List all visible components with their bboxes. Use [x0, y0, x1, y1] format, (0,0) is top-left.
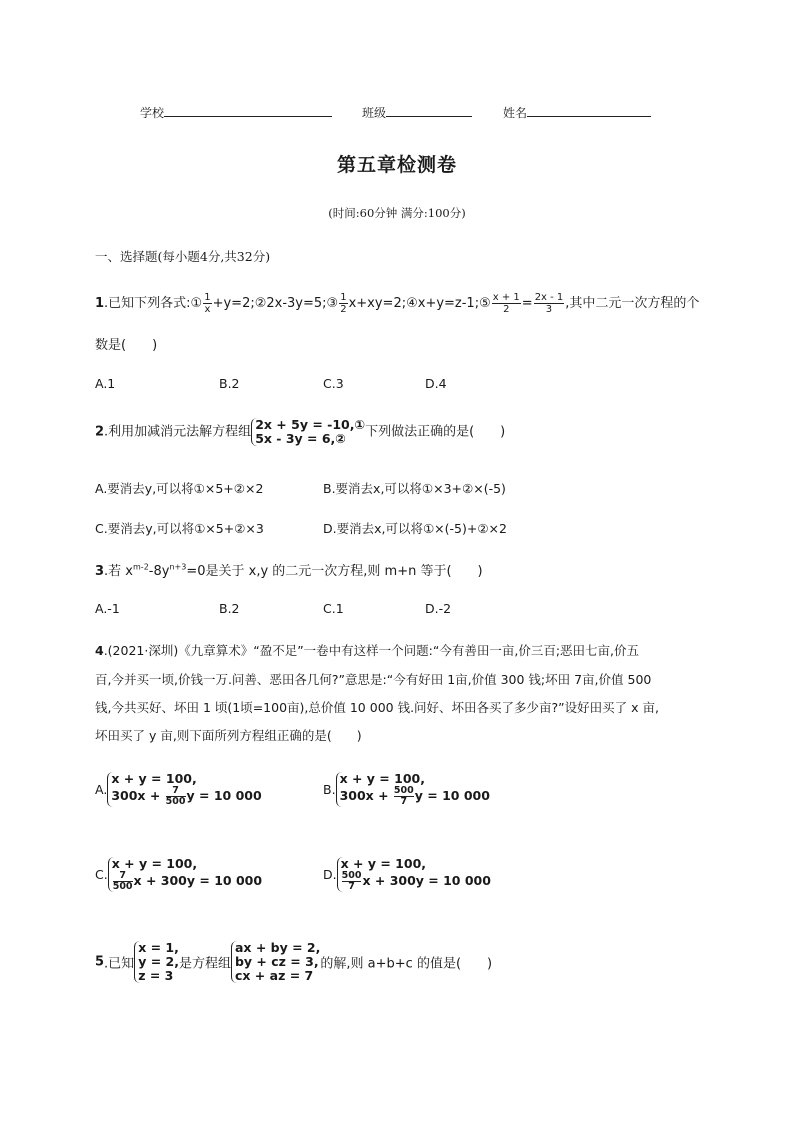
- option-c[interactable]: C.1: [323, 601, 344, 616]
- page-title: 第五章检测卷: [336, 154, 457, 176]
- option-d[interactable]: D.-2: [425, 601, 452, 616]
- option-a[interactable]: A.要消去y,可以将①×5+②×2: [95, 481, 264, 496]
- question-2: 2.利用加减消元法解方程组 2x + 5y = -10,① 5x - 3y = 6,② 下列做法正确的是( ): [95, 417, 506, 446]
- option-c[interactable]: C. x + y = 100, $\frac{7}{500}$ x + 300y = 10 000: [95, 856, 263, 892]
- question-number: 2: [95, 424, 105, 440]
- question-number: 3: [95, 564, 105, 579]
- question-1-line2: 数是( ): [95, 338, 158, 353]
- fraction: $\frac{x + 1}{2}$: [492, 292, 520, 315]
- option-d[interactable]: D. x + y = 100, $\frac{500}{7}$ x + 300y = 10 000: [323, 856, 491, 892]
- question-4-line3: 钱,今共买好、坏田 1 顷(1顷=100亩),总价值 10 000 钱.问好、坏田各买了多少亩?”设好田买了 x 亩,: [95, 700, 659, 715]
- equation-system: 2x + 5y = -10,① 5x - 3y = 6,②: [251, 418, 365, 446]
- question-3: 3.若 $x^{m-2}-8y^{n+3}=0$是关于 x,y 的二元一次方程,则 m+n 等于( ): [95, 562, 483, 579]
- fraction: $\frac{1}{x}$: [204, 292, 211, 315]
- option-a[interactable]: A. x + y = 100, 300x + $\frac{7}{500}$ y = 10 000: [95, 771, 262, 807]
- school-blank[interactable]: [164, 103, 332, 117]
- name-blank[interactable]: [527, 103, 651, 117]
- option-d[interactable]: D.4: [425, 376, 447, 391]
- option-b[interactable]: B.2: [219, 601, 240, 616]
- fraction: $\frac{2x - 1}{3}$: [534, 292, 564, 315]
- option-c[interactable]: C.要消去y,可以将①×5+②×3: [95, 521, 264, 536]
- question-4-line1: 4.(2021·深圳)《九章算术》“盈不足”一卷中有这样一个问题:“今有善田一亩,价三百;恶田七亩,价五: [95, 643, 640, 658]
- name-field[interactable]: [503, 103, 651, 121]
- option-a[interactable]: A.-1: [95, 601, 120, 616]
- option-b[interactable]: B.2: [219, 376, 240, 391]
- class-blank[interactable]: [386, 103, 472, 117]
- question-4-line2: 百,今并买一顷,价钱一万.问善、恶田各几何?”意思是:“今有好田 1亩,价值 300 钱;坏田 7亩,价值 500: [95, 672, 652, 687]
- school-label: 学校: [140, 106, 165, 120]
- question-1-line1: 1.已知下列各式:① $\frac{1}{x}$ +y=2;②2x-3y=5;③ $\frac{1}{2}$ x+xy=2;④x+y=z-1;⑤ $\frac{x + 1}{2}$ = $\frac{2x - 1}{3}$ ,其中二元一次方程的个: [95, 292, 700, 315]
- exam-info: (时间:60分钟 满分:100分): [328, 206, 466, 220]
- solution-system: x = 1, y = 2, z = 3: [134, 941, 179, 983]
- question-number: 4: [95, 643, 104, 658]
- equation-system: x + y = 100, $\frac{500}{7}$ x + 300y = 10 000: [337, 857, 491, 892]
- option-c[interactable]: C.3: [323, 376, 344, 391]
- option-d[interactable]: D.要消去x,可以将①×(-5)+②×2: [323, 521, 507, 536]
- equation-system: ax + by = 2, by + cz = 3, cx + az = 7: [231, 941, 320, 983]
- equation-system: x + y = 100, $\frac{7}{500}$ x + 300y = 10 000: [108, 857, 262, 892]
- question-number: 1: [95, 296, 105, 311]
- fraction: $\frac{1}{2}$: [340, 292, 347, 315]
- option-a[interactable]: A.1: [95, 376, 116, 391]
- question-number: 5: [95, 954, 105, 970]
- question-4-line4: 坏田买了 y 亩,则下面所列方程组正确的是( ): [95, 728, 362, 743]
- name-label: 姓名: [503, 106, 528, 120]
- option-b[interactable]: B. x + y = 100, 300x + $\frac{500}{7}$ y = 10 000: [323, 771, 490, 807]
- equation-system: x + y = 100, 300x + $\frac{500}{7}$ y = 10 000: [336, 772, 490, 807]
- equation-system: x + y = 100, 300x + $\frac{7}{500}$ y = 10 000: [107, 772, 261, 807]
- question-5: 5.已知 x = 1, y = 2, z = 3 是方程组 ax + by = 2, by + cz = 3, cx + az = 7 的解,则 a+b+c 的值是( ): [95, 940, 493, 983]
- class-label: 班级: [362, 106, 387, 120]
- option-b[interactable]: B.要消去x,可以将①×3+②×(-5): [323, 481, 506, 496]
- section-heading: 一、选择题(每小题4分,共32分): [95, 249, 271, 264]
- class-field[interactable]: [362, 103, 472, 121]
- school-field[interactable]: [140, 103, 332, 121]
